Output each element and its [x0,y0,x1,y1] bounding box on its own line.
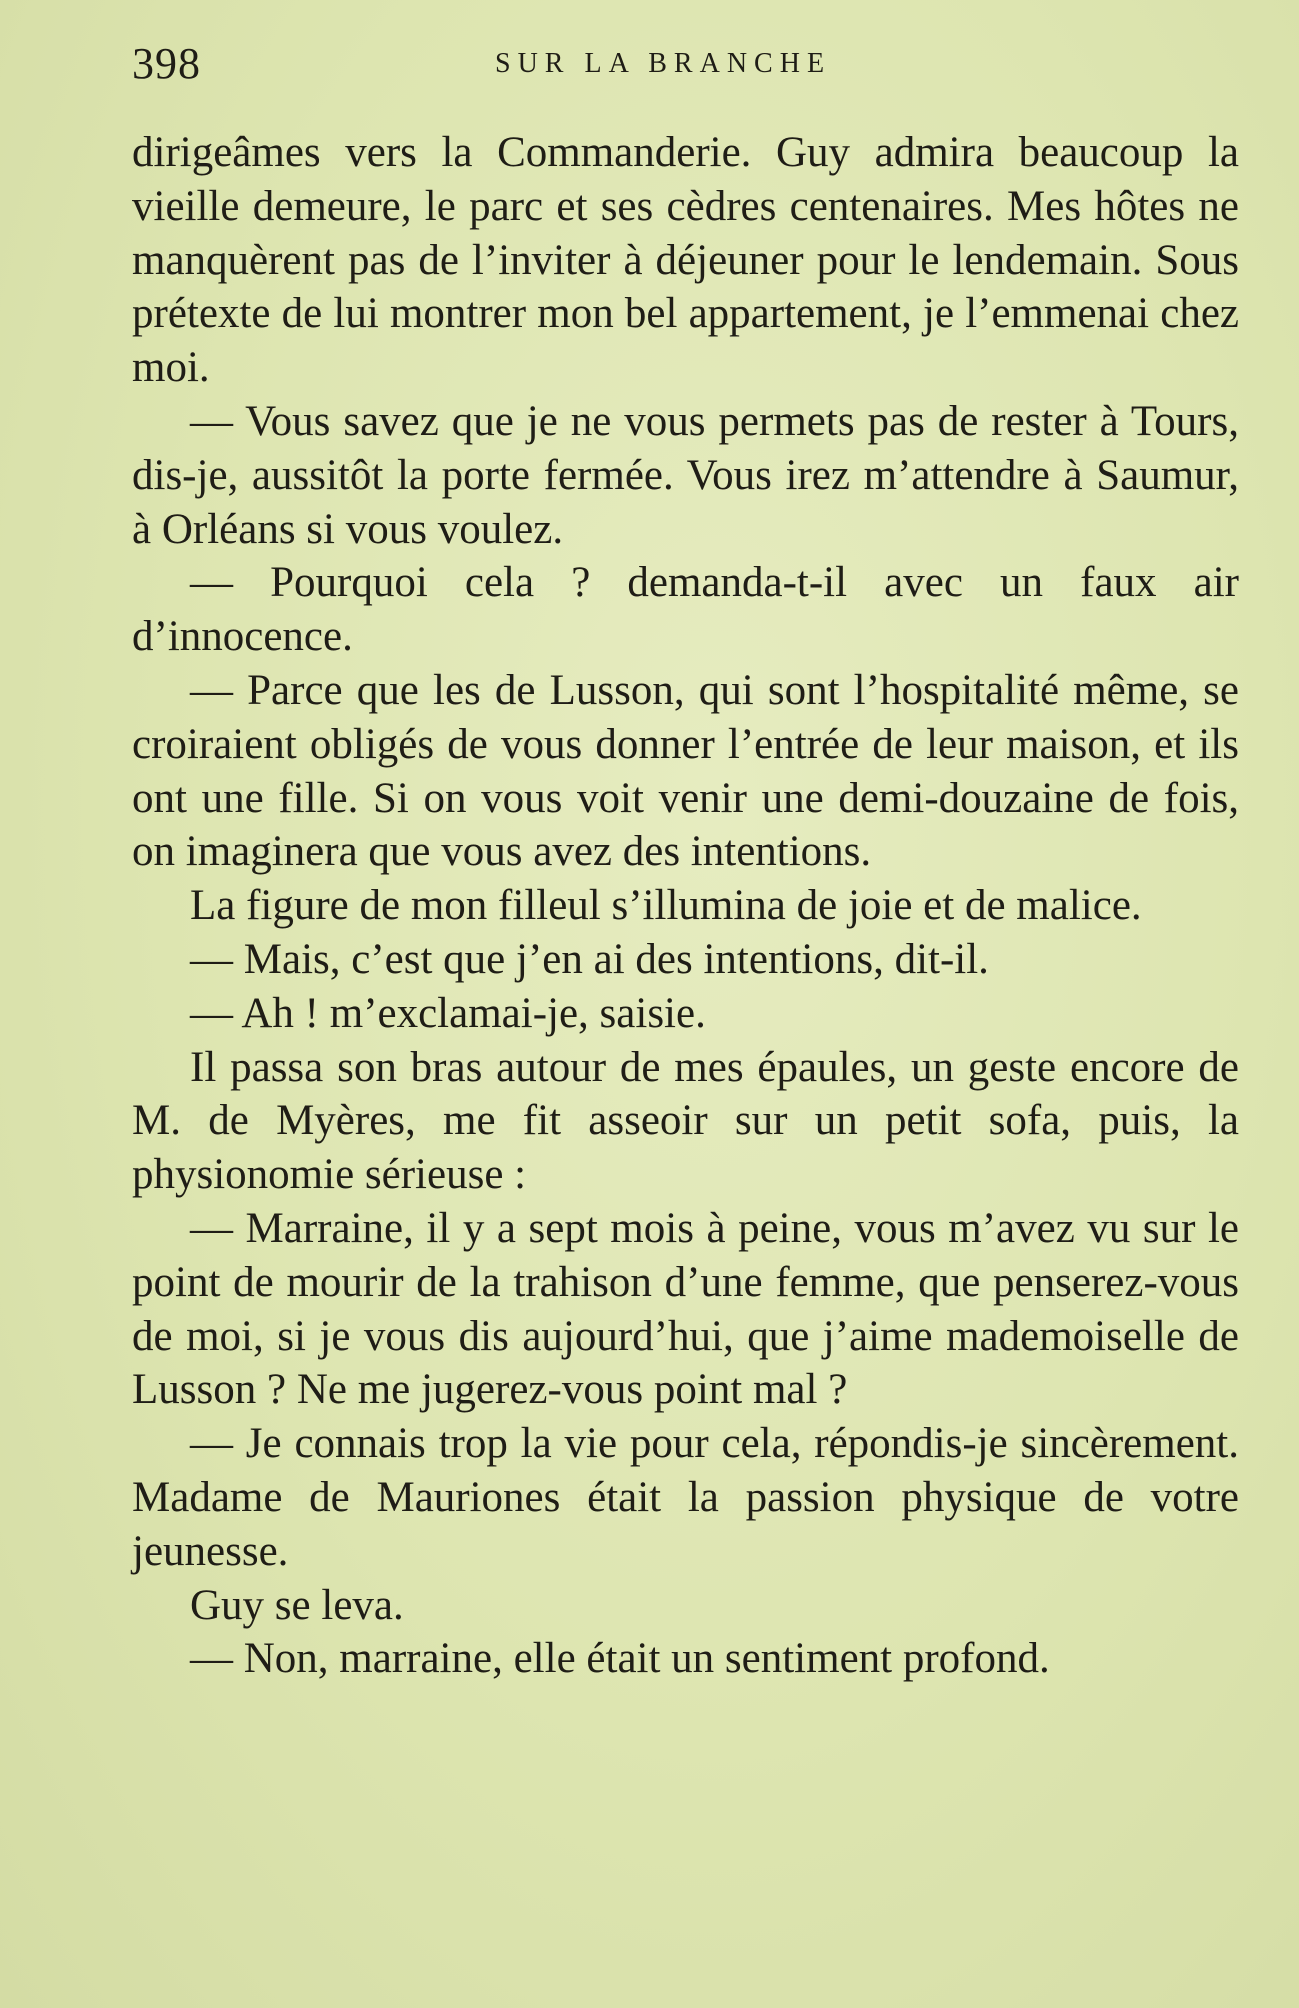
paragraph: Il passa son bras autour de mes épaules, un geste encore de M. de Myères, me fit asseoir sur un petit sofa, puis, la physionomie sérieuse : [132,1043,1239,1199]
paragraph: — Parce que les de Lusson, qui sont l’hospitalité même, se croiraient obligés de vous donner l’entrée de leur maison, et ils ont une fille. Si on vous voit venir une demi-douzaine de fois, on imaginera que vous avez des intentions. [132,666,1239,876]
paragraph: — Vous savez que je ne vous permets pas de rester à Tours, dis-je, aussitôt la porte fermée. Vous irez m’attendre à Saumur, à Orléans si vous voulez. [132,397,1239,553]
paragraph: dirigeâmes vers la Commanderie. Guy admira beaucoup la vieille demeure, le parc et ses cèdres centenaires. Mes hôtes ne manquèrent pas de l’inviter à déjeuner pour le lendemain. Sous prétexte de lui montrer mon bel appartement, je l’emmenai chez moi. [132,129,1239,392]
page-number: 398 [132,39,201,88]
paragraph: La figure de mon filleul s’illumina de joie et de malice. [190,882,1142,930]
paragraph: — Ah ! m’exclamai-je, saisie. [190,989,706,1037]
paragraph: — Je connais trop la vie pour cela, répondis-je sincèrement. Madame de Mauriones était la passion physique de votre jeunesse. [132,1420,1239,1575]
paragraph: — Mais, c’est que j’en ai des intentions, dit-il. [190,935,989,983]
body-text [132,126,1239,1686]
page-header [132,38,1239,108]
paragraph: — Marraine, il y a sept mois à peine, vous m’avez vu sur le point de mourir de la trahison d’une femme, que penserez-vous de moi, si je vous dis aujourd’hui, que j’aime mademoiselle de Lusson ? Ne me jugerez-vous point mal ? [132,1204,1239,1414]
paragraph: — Pourquoi cela ? demanda-t-il avec un faux air d’innocence. [132,559,1239,661]
running-title: SUR LA BRANCHE [495,48,832,79]
paragraph: — Non, marraine, elle était un sentiment profond. [190,1635,1050,1683]
paragraph: Guy se leva. [190,1581,404,1629]
